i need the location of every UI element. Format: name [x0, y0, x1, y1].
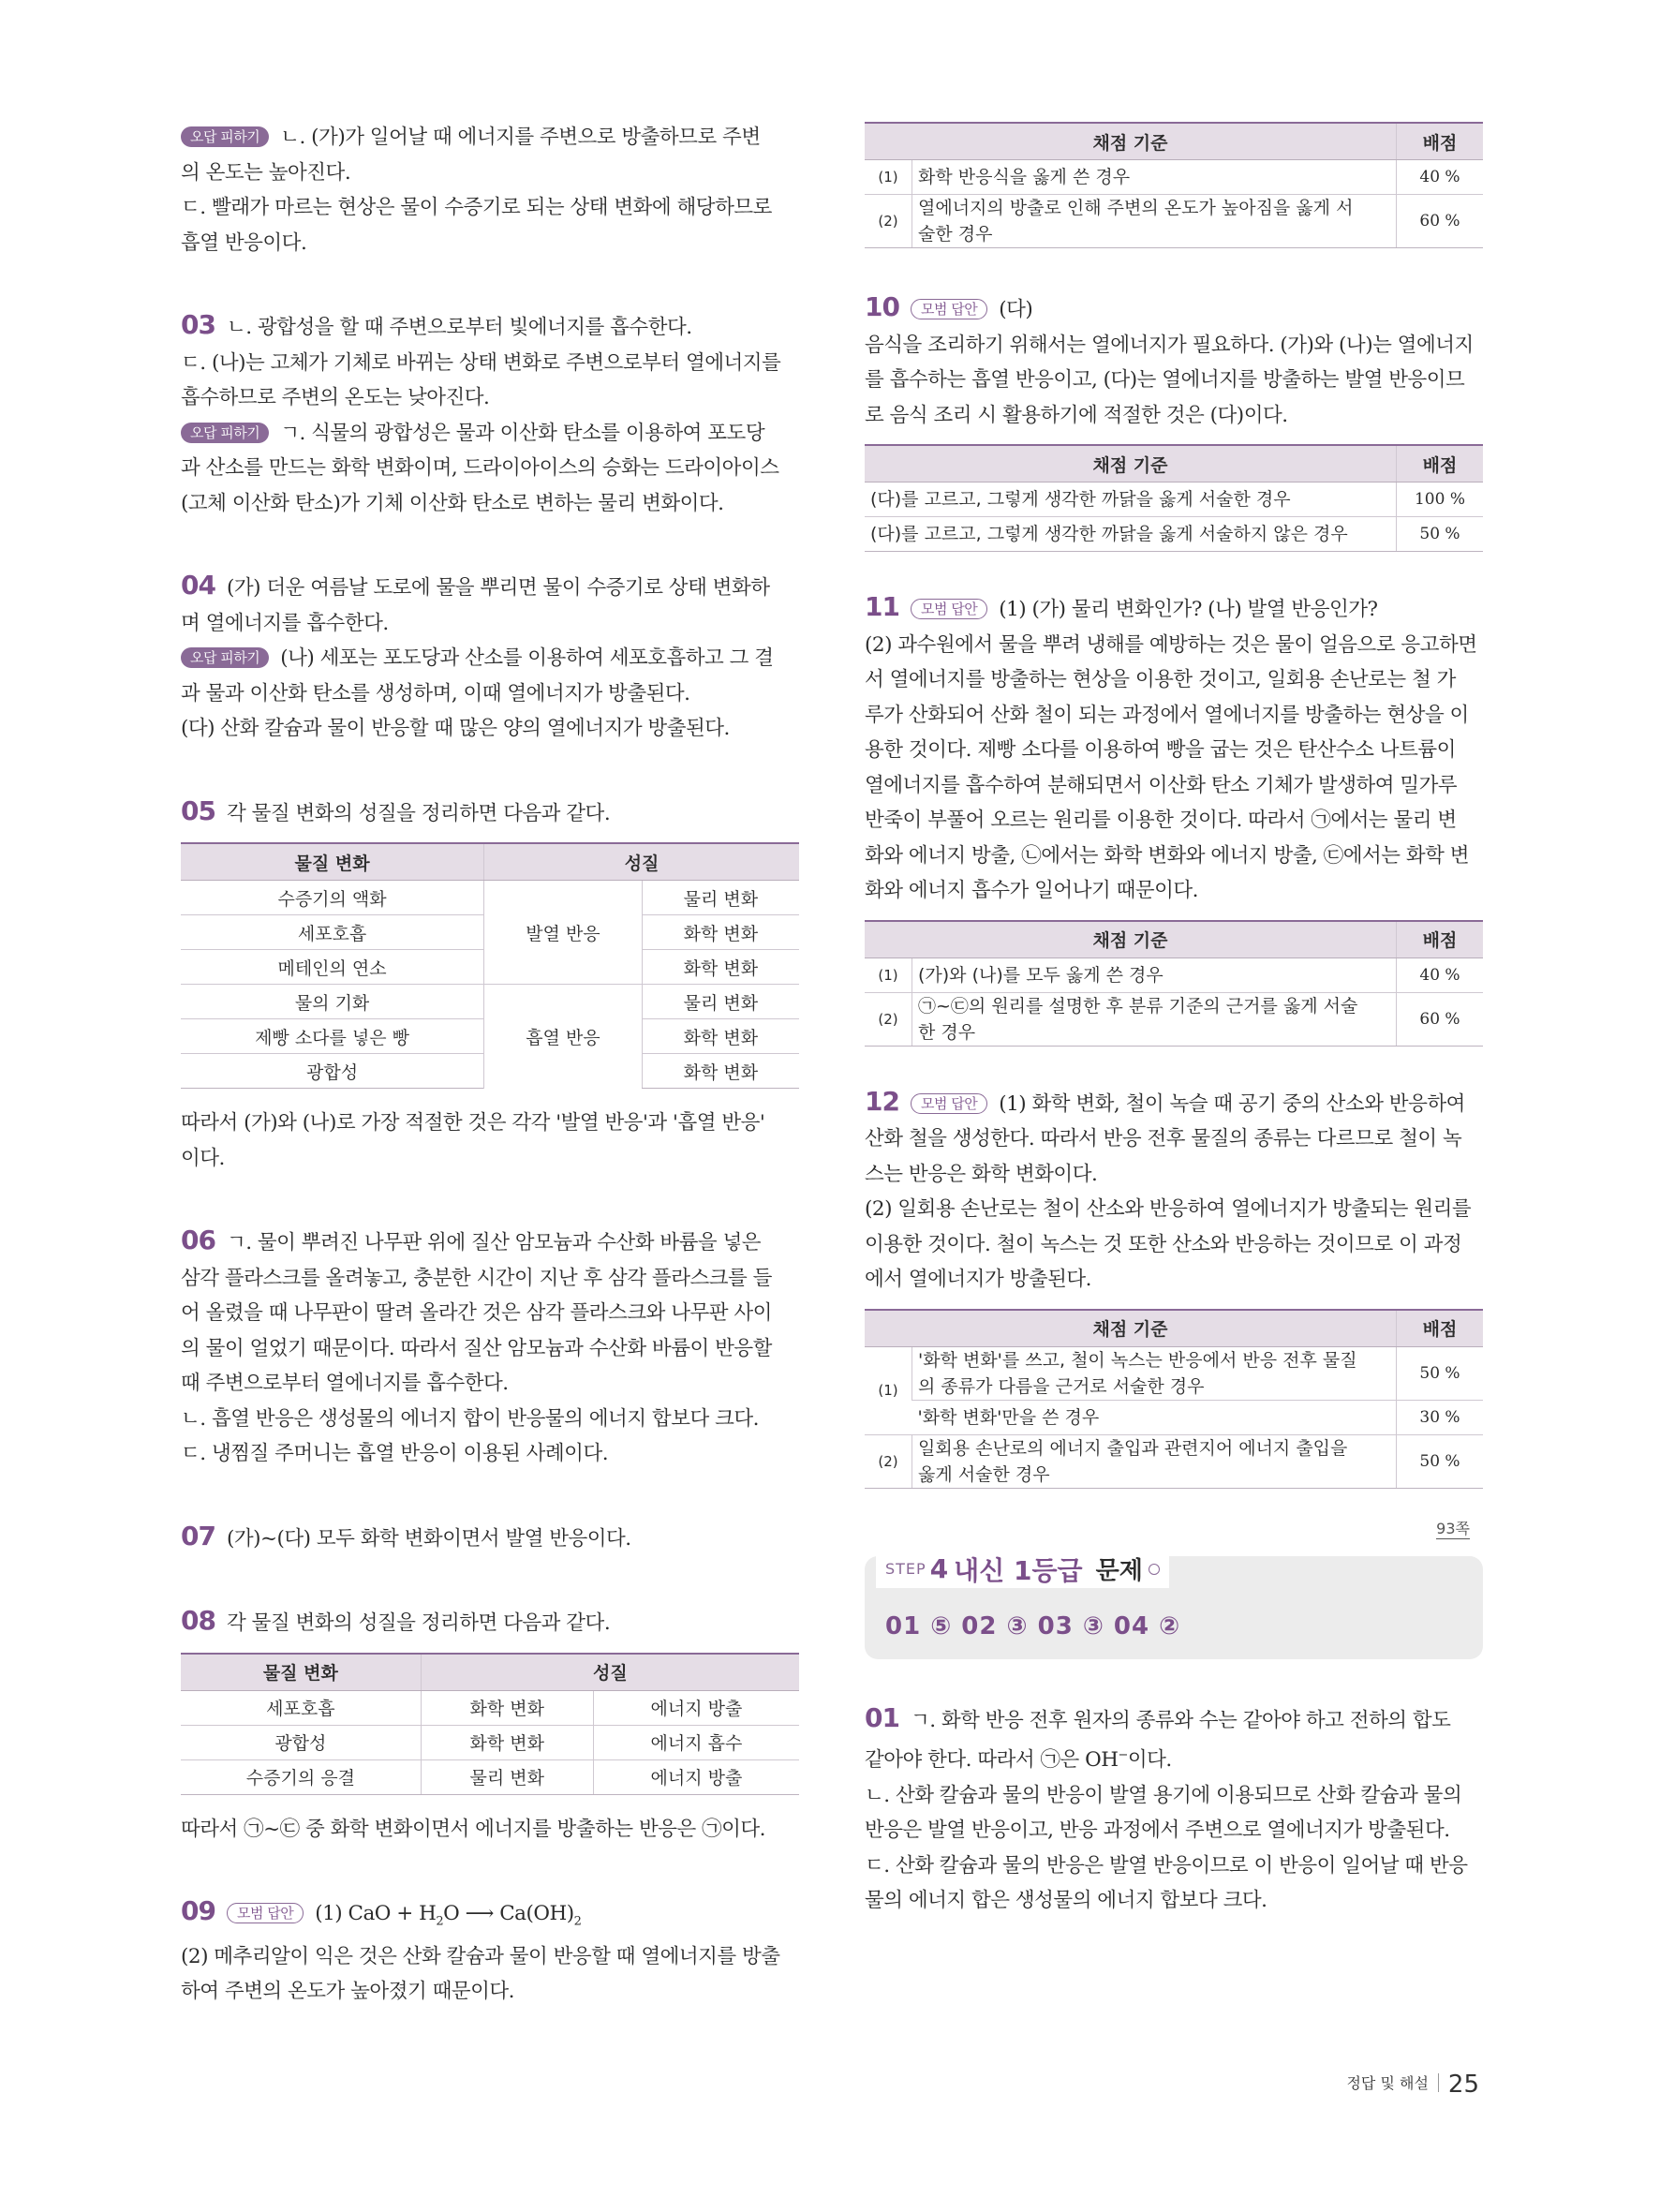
table-header: 채점 기준 — [865, 1310, 1397, 1347]
question-number: 07 — [181, 1520, 215, 1551]
table-header: 배점 — [1397, 1310, 1484, 1347]
text-line: 때 주변으로부터 열에너지를 흡수한다. — [181, 1372, 509, 1395]
table-header: 물질 변화 — [181, 1654, 421, 1691]
footer-divider — [1438, 2073, 1439, 2092]
text-line: ㄱ. 식물의 광합성은 물과 이산화 탄소를 이용하여 포도당 — [280, 421, 765, 445]
question-number: 05 — [181, 794, 215, 826]
decorative-dot-icon — [1149, 1564, 1160, 1575]
table-cell: (2) — [865, 992, 912, 1046]
table-header: 채점 기준 — [865, 921, 1397, 958]
text-line: 과 산소를 만드는 화학 변화이며, 드라이아이스의 승화는 드라이아이스 — [181, 456, 779, 480]
text-line: 의 온도는 높아진다. — [181, 160, 351, 185]
question-number: 04 — [181, 570, 215, 601]
page-number: 25 — [1447, 2071, 1479, 2099]
odap-tag: 오답 피하기 — [181, 126, 269, 147]
mobum-tag: 모범 답안 — [227, 1903, 304, 1923]
equation-subscript: 2 — [573, 1914, 582, 1929]
table-header: 배점 — [1397, 123, 1484, 160]
text-line: (1) (가) 물리 변화인가? (나) 발열 반응인가? — [999, 598, 1378, 621]
text-line: 열에너지를 흡수하여 분해되면서 이산화 탄소 기체가 발생하여 밀가루 — [865, 773, 1458, 797]
question-number: 09 — [181, 1895, 215, 1926]
table-cell: 에너지 방출 — [593, 1759, 799, 1794]
left-column — [181, 120, 799, 2056]
intro-block — [181, 120, 799, 260]
question-number: 03 — [181, 309, 215, 340]
table-cell: 화학 변화 — [642, 1019, 799, 1054]
table-header: 성질 — [421, 1654, 799, 1691]
text-line: 용한 것이다. 제빵 소다를 이용하여 빵을 굽는 것은 탄산수소 나트륨이 — [865, 738, 1456, 762]
text-line: 산화 철을 생성한다. 따라서 반응 전후 물질의 종류는 다르므로 철이 녹 — [865, 1127, 1462, 1151]
table-cell — [912, 1346, 1397, 1400]
text-line: 스는 반응은 화학 변화이다. — [865, 1162, 1098, 1186]
table-cell: 화학 변화 — [421, 1725, 593, 1759]
solution-01 — [865, 1700, 1483, 1919]
text-line: 이다. — [181, 1146, 225, 1170]
table-cell: 물리 변화 — [642, 881, 799, 915]
table-cell: 에너지 흡수 — [593, 1725, 799, 1759]
table-cell: 60 % — [1397, 992, 1484, 1046]
text-line: 화와 에너지 방출, ㉡에서는 화학 변화와 에너지 방출, ㉢에서는 화학 변 — [865, 843, 1470, 868]
table-header: 배점 — [1397, 445, 1484, 482]
table-cell: (2) — [865, 1434, 912, 1488]
text-line: 각 물질 변화의 성질을 정리하면 다음과 같다. — [226, 801, 611, 825]
table-cell: 40 % — [1397, 160, 1484, 195]
table-cell: (1) — [865, 958, 912, 992]
equation-subscript: 2 — [436, 1914, 444, 1929]
text-line: 따라서 ㉠~㉢ 중 화학 변화이면서 에너지를 방출하는 반응은 ㉠이다. — [181, 1817, 765, 1841]
text-line: 를 흡수하는 흡열 반응이고, (다)는 열에너지를 방출하는 발열 반응이므 — [865, 368, 1465, 392]
answer-03 — [181, 307, 799, 521]
text-line: ㄱ. 물이 뿌려진 나무판 위에 질산 암모늄과 수산화 바륨을 넣은 — [226, 1231, 762, 1254]
table-cell: (2) — [865, 195, 912, 248]
cell-line: 술한 경우 — [918, 224, 993, 245]
table-cell: 화학 변화 — [642, 950, 799, 985]
text-line: 화와 에너지 흡수가 일어나기 때문이다. — [865, 879, 1198, 902]
table-cell: 화학 변화 — [642, 1054, 799, 1089]
step-title-main: 내신 1등급 — [954, 1554, 1083, 1586]
answer-10 — [865, 289, 1483, 552]
table-cell: '화학 변화'만을 쓴 경우 — [912, 1400, 1397, 1434]
text-line: 음식을 조리하기 위해서는 열에너지가 필요하다. (가)와 (나)는 열에너지 — [865, 333, 1474, 357]
cell-line: ㉠~㉢의 원리를 설명한 후 분류 기준의 근거를 옳게 서술 — [918, 995, 1358, 1017]
question-number: 12 — [865, 1085, 899, 1117]
table-cell: 물리 변화 — [421, 1759, 593, 1794]
text-line: (2) 과수원에서 물을 뿌려 냉해를 예방하는 것은 물이 얼음으로 응고하면 — [865, 632, 1477, 657]
table-cell: 메테인의 연소 — [181, 950, 484, 985]
table-cell: 30 % — [1397, 1400, 1484, 1434]
scoring-table-11 — [865, 920, 1483, 1047]
table-cell: 화학 반응식을 옳게 쓴 경우 — [912, 160, 1397, 195]
question-number: 10 — [865, 291, 899, 322]
text-line: (나) 세포는 포도당과 산소를 이용하여 세포호흡하고 그 결 — [280, 646, 774, 670]
mobum-tag: 모범 답안 — [911, 299, 987, 319]
cell-line: 의 종류가 다름을 근거로 서술한 경우 — [918, 1375, 1205, 1397]
text-line: 따라서 (가)와 (나)로 가장 적절한 것은 각각 '발열 반응'과 '흡열 반응' — [181, 1111, 765, 1135]
mobum-tag: 모범 답안 — [911, 1093, 987, 1114]
text-line: 의 물이 얼었기 때문이다. 따라서 질산 암모늄과 수산화 바륨이 반응할 — [181, 1336, 772, 1360]
text-line: 루가 산화되어 산화 철이 되는 과정에서 열에너지를 방출하는 현상을 이 — [865, 703, 1469, 727]
table-cell: 세포호흡 — [181, 1690, 421, 1725]
step4-title — [876, 1551, 1169, 1588]
text-line: 흡열 반응이다. — [181, 230, 307, 255]
table-cell: 광합성 — [181, 1054, 484, 1089]
table-header: 채점 기준 — [865, 445, 1397, 482]
table-cell: 흡열 반응 — [484, 985, 643, 1089]
text-line: 흡수하므로 주변의 온도는 낮아진다. — [181, 386, 490, 409]
table-cell — [912, 1434, 1397, 1488]
table-cell: 40 % — [1397, 958, 1484, 992]
answer-12 — [865, 1084, 1483, 1489]
page-reference: 93쪽 — [1436, 1517, 1470, 1539]
text-line: 서 열에너지를 방출하는 현상을 이용한 것이고, 일회용 손난로는 철 가 — [865, 668, 1456, 691]
scoring-table-12 — [865, 1309, 1483, 1489]
text-line: (다) 산화 칼슘과 물이 반응할 때 많은 양의 열에너지가 방출된다. — [181, 717, 730, 740]
question-number: 06 — [181, 1225, 215, 1255]
text-line: 과 물과 이산화 탄소를 생성하며, 이때 열에너지가 방출된다. — [181, 681, 690, 705]
scoring-table-09 — [865, 122, 1483, 248]
text-line: 각 물질 변화의 성질을 정리하면 다음과 같다. — [226, 1611, 611, 1635]
table-header: 배점 — [1397, 921, 1484, 958]
cell-line: '화학 변화'를 쓰고, 철이 녹스는 반응에서 반응 전후 물질 — [918, 1349, 1357, 1371]
equation-part: (1) CaO + H — [315, 1902, 437, 1925]
cell-line: 한 경우 — [918, 1021, 976, 1043]
table-cell: 50 % — [1397, 1434, 1484, 1488]
scoring-table-10 — [865, 444, 1483, 552]
table-cell: 제빵 소다를 넣은 빵 — [181, 1019, 484, 1054]
answer-11 — [865, 589, 1483, 1047]
table-cell: 물리 변화 — [642, 985, 799, 1019]
text-line: (다) — [999, 298, 1033, 321]
cell-line: 열에너지의 방출로 인해 주변의 온도가 높아짐을 옳게 서 — [918, 198, 1354, 218]
table-cell: 화학 변화 — [421, 1690, 593, 1725]
text-line: ㄴ. (가)가 일어날 때 에너지를 주변으로 방출하므로 주변 — [280, 126, 761, 149]
text-line: 반죽이 부풀어 오르는 원리를 이용한 것이다. 따라서 ㉠에서는 물리 변 — [865, 809, 1457, 832]
table-cell: 발열 반응 — [484, 881, 643, 985]
text-line: 로 음식 조리 시 활용하기에 적절한 것은 (다)이다. — [865, 403, 1288, 427]
table-cell: 50 % — [1397, 1346, 1484, 1400]
text-line: ㄱ. 화학 반응 전후 원자의 종류와 수는 같아야 하고 전하의 합도 — [910, 1708, 1451, 1732]
right-column — [865, 111, 1483, 1966]
text-line: ㄷ. 산화 칼슘과 물의 반응은 발열 반응이므로 이 반응이 일어날 때 반응 — [865, 1853, 1468, 1878]
text-part: 같아야 한다. 따라서 ㉠은 OH — [865, 1748, 1119, 1773]
answer-04 — [181, 568, 799, 747]
page-footer — [1346, 2071, 1479, 2099]
question-number: 11 — [865, 591, 899, 622]
table-cell: (1) — [865, 1346, 912, 1434]
cell-line: 옳게 서술한 경우 — [918, 1463, 1050, 1485]
text-line: ㄷ. 빨래가 마르는 현상은 물이 수증기로 되는 상태 변화에 해당하므로 — [181, 196, 772, 219]
text-line: 반응은 발열 반응이고, 반응 과정에서 주변으로 열에너지가 방출된다. — [865, 1819, 1450, 1843]
text-line: ㄴ. 광합성을 할 때 주변으로부터 빛에너지를 흡수한다. — [226, 316, 692, 339]
answer-05 — [181, 794, 799, 1177]
text-line: 삼각 플라스크를 올려놓고, 충분한 시간이 지난 후 삼각 플라스크를 들 — [181, 1266, 772, 1290]
answer-08 — [181, 1603, 799, 1847]
text-line: (가) 더운 여름날 도로에 물을 뿌리면 물이 수증기로 상태 변화하 — [226, 576, 770, 600]
text-part: 이다. — [1127, 1748, 1172, 1773]
question-number: 08 — [181, 1605, 215, 1636]
table-cell: (가)와 (나)를 모두 옳게 쓴 경우 — [912, 958, 1397, 992]
table-cell: 에너지 방출 — [593, 1690, 799, 1725]
text-line: ㄴ. 흡열 반응은 생성물의 에너지 합이 반응물의 에너지 합보다 크다. — [181, 1406, 759, 1431]
mobum-tag: 모범 답안 — [911, 599, 987, 619]
equation-part: O ⟶ Ca(OH) — [443, 1902, 574, 1925]
answer-06 — [181, 1223, 799, 1472]
table-cell: 50 % — [1397, 517, 1484, 552]
table-cell — [912, 992, 1397, 1046]
table-cell: 세포호흡 — [181, 915, 484, 950]
text-line: ㄷ. 냉찜질 주머니는 흡열 반응이 이용된 사례이다. — [181, 1442, 609, 1465]
table-header: 성질 — [484, 843, 799, 881]
table-header: 물질 변화 — [181, 843, 484, 881]
table-cell: 60 % — [1397, 195, 1484, 248]
footer-label: 정답 및 해설 — [1346, 2074, 1429, 2092]
step4-answer-box — [865, 1519, 1483, 1659]
table-cell: 광합성 — [181, 1725, 421, 1759]
text-line: (2) 일회용 손난로는 철이 산소와 반응하여 열에너지가 방출되는 원리를 — [865, 1197, 1472, 1221]
table-cell: (다)를 고르고, 그렇게 생각한 까닭을 옳게 서술한 경우 — [865, 482, 1397, 517]
text-line: 이용한 것이다. 철이 녹스는 것 또한 산소와 반응하는 것이므로 이 과정 — [865, 1232, 1462, 1256]
table-cell: 수증기의 응결 — [181, 1759, 421, 1794]
cell-line: 일회용 손난로의 에너지 출입과 관련지어 에너지 출입을 — [918, 1437, 1348, 1459]
text-line: ㄴ. 산화 칼슘과 물의 반응이 발열 용기에 이용되므로 산화 칼슘과 물의 — [865, 1783, 1462, 1807]
table-cell: 수증기의 액화 — [181, 881, 484, 915]
text-line: 어 올렸을 때 나무판이 딸려 올라간 것은 삼각 플라스크와 나무판 사이 — [181, 1301, 772, 1325]
step4-answers: 01 ⑤ 02 ③ 03 ③ 04 ② — [885, 1611, 1181, 1640]
table-cell: 100 % — [1397, 482, 1484, 517]
odap-tag: 오답 피하기 — [181, 423, 269, 443]
text-line: (1) 화학 변화, 철이 녹슬 때 공기 중의 산소와 반응하여 — [999, 1091, 1465, 1116]
table-header: 채점 기준 — [865, 123, 1397, 160]
text-line: 물의 에너지 합은 생성물의 에너지 합보다 크다. — [865, 1889, 1267, 1913]
text-line: 며 열에너지를 흡수한다. — [181, 611, 389, 635]
table-cell: (1) — [865, 160, 912, 195]
table-cell: 화학 변화 — [642, 915, 799, 950]
answer-07 — [181, 1519, 799, 1557]
question-number: 01 — [865, 1701, 899, 1733]
odap-tag: 오답 피하기 — [181, 647, 269, 668]
property-table-08 — [181, 1653, 799, 1795]
property-table-05 — [181, 842, 799, 1089]
text-line: 에서 열에너지가 방출된다. — [865, 1268, 1091, 1291]
text-line: ㄷ. (나)는 고체가 기체로 바뀌는 상태 변화로 주변으로부터 열에너지를 — [181, 350, 781, 375]
step-label: STEP — [885, 1560, 926, 1578]
step-title-sub: 문제 — [1095, 1557, 1143, 1585]
text-line: 하여 주변의 온도가 높아졌기 때문이다. — [181, 1980, 514, 2004]
table-cell — [912, 195, 1397, 248]
text-line: (가)~(다) 모두 화학 변화이면서 발열 반응이다. — [226, 1526, 631, 1551]
table-cell: (다)를 고르고, 그렇게 생각한 까닭을 옳게 서술하지 않은 경우 — [865, 517, 1397, 552]
step-number: 4 — [929, 1553, 949, 1584]
answer-09 — [181, 1893, 799, 2010]
text-line: (고체 이산화 탄소)가 기체 이산화 탄소로 변하는 물리 변화이다. — [181, 491, 724, 515]
superscript: − — [1118, 1748, 1128, 1762]
table-cell: 물의 기화 — [181, 985, 484, 1019]
equation — [315, 1902, 582, 1929]
text-line: (2) 메추리알이 익은 것은 산화 칼슘과 물이 반응할 때 열에너지를 방출 — [181, 1944, 780, 1968]
